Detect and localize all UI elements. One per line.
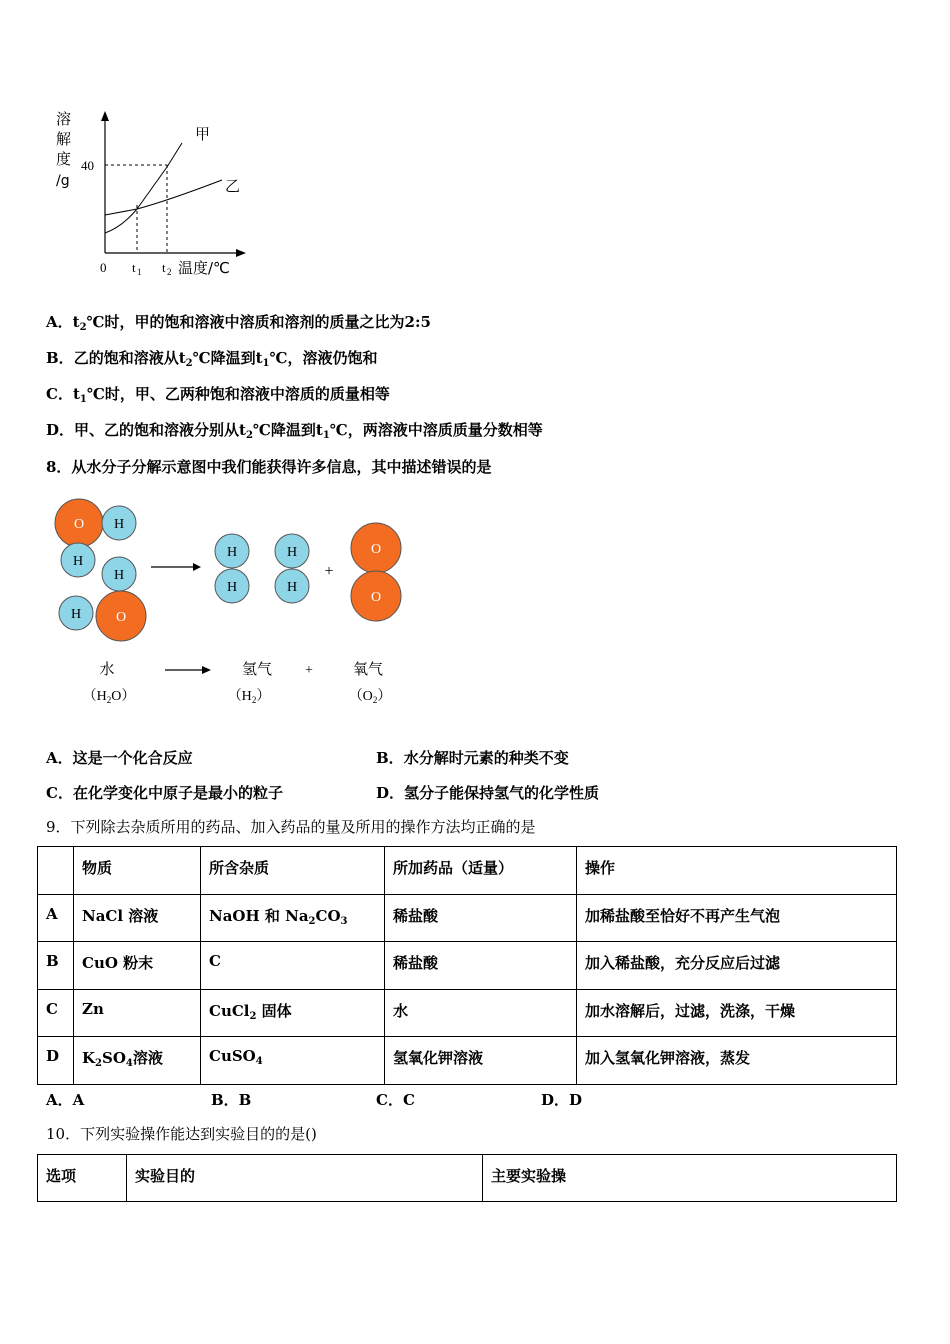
cell-reagent: 稀盐酸 — [385, 895, 577, 942]
row-id: A — [38, 895, 74, 942]
cell-text: CuCl — [209, 1002, 250, 1020]
q9-answer-a[interactable]: A．A — [46, 1091, 85, 1109]
formula-water: $(H_2O)$ — [82, 689, 136, 705]
cell-operation: 加入稀盐酸，充分反应后过滤 — [577, 942, 897, 990]
subscript: 3 — [340, 916, 348, 927]
subscript: 2 — [95, 1058, 103, 1069]
q9-answer-b[interactable]: B．B — [211, 1091, 252, 1109]
x-axis-arrow — [236, 249, 246, 257]
atom-label: H — [113, 568, 125, 583]
formula-hydrogen: $(H_2)$ — [227, 689, 271, 705]
cell-substance: CuO 粉末 — [74, 942, 201, 990]
header-cell: 操作 — [577, 847, 897, 895]
option-text: ℃降温到t — [252, 421, 323, 439]
atom-label: O — [370, 542, 382, 557]
q7-option-d[interactable] — [46, 419, 543, 441]
header-cell — [38, 847, 74, 895]
atom-label: O — [73, 517, 85, 532]
table-row — [38, 895, 897, 942]
cell-reagent: 稀盐酸 — [385, 942, 577, 990]
option-text: t — [72, 313, 80, 331]
subscript: 4 — [255, 1056, 263, 1067]
subscript: 2 — [308, 916, 316, 927]
option-letter: B． — [376, 749, 404, 767]
cell-operation: 加水溶解后，过滤，洗涤，干燥 — [577, 990, 897, 1037]
option-letter: C． — [46, 385, 73, 403]
label-water: 水 — [99, 660, 115, 678]
arrow-head — [193, 563, 201, 571]
cell-text: K — [82, 1049, 96, 1067]
cell-text: CuSO — [209, 1047, 256, 1065]
q9-table — [37, 846, 897, 1085]
cell-impurity — [201, 1037, 385, 1085]
subscript: 4 — [125, 1058, 133, 1069]
y-label-2: 解 — [56, 130, 72, 148]
cell-text: SO — [102, 1049, 126, 1067]
q10-stem: 10．下列实验操作能达到实验目的的是() — [46, 1125, 317, 1143]
cell-substance: NaCl 溶液 — [74, 895, 201, 942]
option-text: ℃，溶液仍饱和 — [269, 349, 378, 367]
row-id: C — [38, 990, 74, 1037]
header-cell: 主要实验操 — [483, 1155, 897, 1202]
x-tick-t2: t — [162, 260, 166, 275]
header-cell: 选项 — [38, 1155, 127, 1202]
table-header-row — [38, 1155, 897, 1202]
formula-oxygen: $(O_2)$ — [348, 689, 392, 705]
subscript: 2 — [185, 358, 193, 369]
atom-label: H — [286, 580, 298, 595]
cell-operation: 加稀盐酸至恰好不再产生气泡 — [577, 895, 897, 942]
atom-label: H — [113, 517, 125, 532]
subscript: 1 — [322, 430, 330, 441]
cell-impurity — [201, 895, 385, 942]
option-text: ℃，两溶液中溶质质量分数相等 — [329, 421, 543, 439]
option-letter: A． — [46, 749, 73, 767]
q8-option-b[interactable] — [376, 747, 569, 768]
atom-label: H — [286, 545, 298, 560]
atom-label: H — [70, 607, 82, 622]
option-text: ℃时，甲的饱和溶液中溶质和溶剂的质量之比为2:5 — [86, 313, 431, 331]
header-cell: 物质 — [74, 847, 201, 895]
q8-option-a[interactable] — [46, 747, 193, 768]
y-label-3: 度 — [56, 150, 72, 168]
atom-label: H — [226, 580, 238, 595]
y-label-4: /g — [56, 173, 70, 189]
header-cell: 所含杂质 — [201, 847, 385, 895]
cell-text: 固体 — [256, 1002, 292, 1020]
q7-option-a[interactable] — [46, 311, 431, 333]
option-text: t — [72, 385, 80, 403]
option-letter: B． — [46, 349, 74, 367]
option-text: 这是一个化合反应 — [72, 749, 193, 767]
plus-sign: + — [324, 563, 334, 580]
option-text: 甲、乙的饱和溶液分别从t — [74, 421, 246, 439]
header-cell: 所加药品（适量） — [385, 847, 577, 895]
curve-yi — [105, 180, 222, 215]
cell-reagent: 水 — [385, 990, 577, 1037]
x-tick-t2-sub: 2 — [167, 267, 172, 277]
option-text: ℃降温到t — [192, 349, 263, 367]
cell-text: NaOH 和 Na — [209, 907, 309, 925]
x-tick-t1: t — [132, 260, 136, 275]
option-text: ℃时，甲、乙两种饱和溶液中溶质的质量相等 — [86, 385, 390, 403]
q10-table — [37, 1154, 897, 1202]
label-hydrogen: 氢气 — [241, 660, 273, 678]
q9-stem: 9．下列除去杂质所用的药品、加入药品的量及所用的操作方法均正确的是 — [46, 818, 536, 836]
header-cell: 实验目的 — [127, 1155, 483, 1202]
option-letter: D． — [46, 421, 75, 439]
water-decomposition-diagram — [45, 493, 425, 718]
atom-label: O — [115, 610, 127, 625]
x-label: 温度/℃ — [178, 259, 230, 277]
y-axis-arrow — [101, 111, 109, 121]
subscript: 1 — [79, 394, 87, 405]
cell-impurity — [201, 990, 385, 1037]
q8-option-d[interactable] — [376, 782, 599, 803]
solubility-graph — [50, 105, 260, 285]
atom-label: O — [370, 590, 382, 605]
label-jia: 甲 — [195, 125, 211, 143]
cell-operation: 加入氢氧化钾溶液，蒸发 — [577, 1037, 897, 1085]
table-row — [38, 942, 897, 990]
row-id: D — [38, 1037, 74, 1085]
table-header-row — [38, 847, 897, 895]
option-letter: C． — [46, 784, 73, 802]
option-letter: D． — [376, 784, 405, 802]
plus-sign: + — [305, 663, 313, 678]
atom-label: H — [226, 545, 238, 560]
option-text: 在化学变化中原子是最小的粒子 — [72, 784, 283, 802]
q7-option-c[interactable] — [46, 383, 390, 405]
cell-text: 溶液 — [132, 1049, 163, 1067]
y-tick-40: 40 — [81, 158, 94, 173]
table-row — [38, 990, 897, 1037]
atom-label: H — [72, 554, 84, 569]
table-row — [38, 1037, 897, 1085]
cell-text: CO — [315, 907, 341, 925]
cell-reagent: 氢氧化钾溶液 — [385, 1037, 577, 1085]
y-label-1: 溶 — [56, 110, 72, 128]
option-letter: A． — [46, 313, 73, 331]
q9-answer-d[interactable]: D．D — [541, 1091, 583, 1109]
x-tick-t1-sub: 1 — [137, 267, 142, 277]
x-tick-0: 0 — [100, 260, 107, 275]
option-text: 氢分子能保持氢气的化学性质 — [404, 784, 600, 802]
cell-impurity: C — [201, 942, 385, 990]
row-id: B — [38, 942, 74, 990]
subscript: 2 — [249, 1011, 257, 1022]
label-yi: 乙 — [225, 177, 241, 195]
q8-option-c[interactable] — [46, 782, 283, 803]
q8-stem: 8．从水分子分解示意图中我们能获得许多信息，其中描述错误的是 — [46, 458, 492, 476]
subscript: 2 — [79, 322, 87, 333]
curve-jia — [105, 143, 182, 233]
option-text: 水分解时元素的种类不变 — [403, 749, 569, 767]
cell-substance: Zn — [74, 990, 201, 1037]
q7-option-b[interactable] — [46, 347, 377, 369]
cell-substance — [74, 1037, 201, 1085]
q9-answer-c[interactable]: C．C — [376, 1091, 415, 1109]
label-oxygen: 氧气 — [352, 660, 384, 678]
subscript: 2 — [245, 430, 253, 441]
option-text: 乙的饱和溶液从t — [73, 349, 186, 367]
subscript: 1 — [262, 358, 270, 369]
arrow-head — [202, 666, 211, 674]
